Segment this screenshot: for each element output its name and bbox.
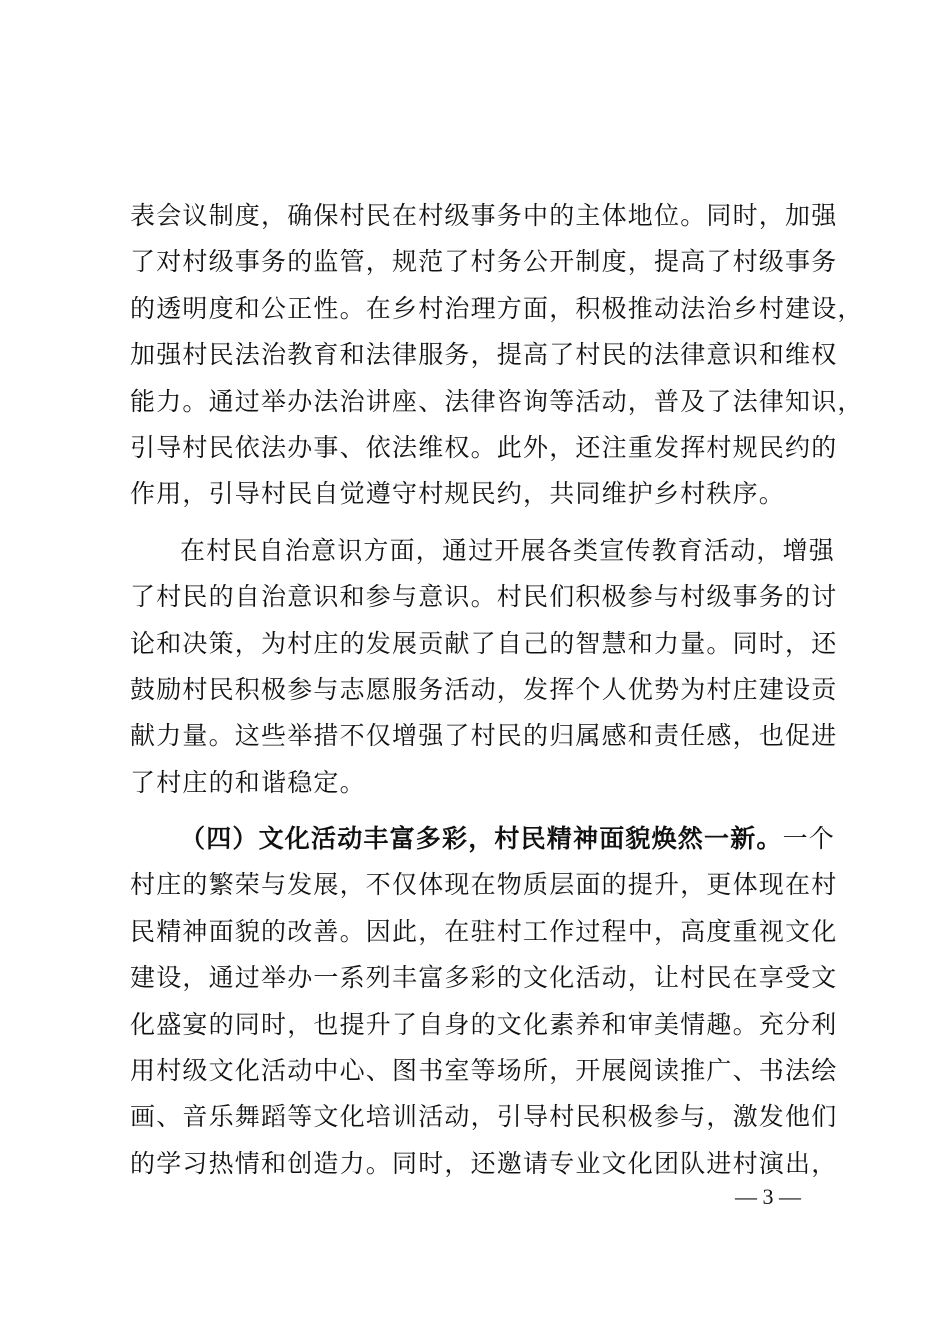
paragraph-2 [130,528,838,806]
text-line [130,816,836,862]
text-line: 用村级文化活动中心、图书室等场所，开展阅读推广、书法绘 [130,1056,838,1086]
text-line: 的透明度和公正性。在乡村治理方面，积极推动法治乡村建设， [130,293,864,323]
page-number: — 3 — [735,1184,801,1209]
text-line: 画、音乐舞蹈等文化培训活动，引导村民积极参与，激发他们 [130,1102,838,1132]
text-line: 民精神面貌的改善。因此，在驻村工作过程中，高度重视文化 [130,916,838,946]
text-line: 论和决策，为村庄的发展贡献了自己的智慧和力量。同时，还 [130,628,838,658]
text-line: 献力量。这些举措不仅增强了村民的归属感和责任感，也促进 [130,721,838,751]
heading-line-rest: 一个 [782,824,836,854]
text-line: 化盛宴的同时，也提升了自身的文化素养和审美情趣。充分利 [130,1009,838,1039]
text-line: 能力。通过举办法治讲座、法律咨询等活动，普及了法律知识， [130,386,864,416]
text-line: 表会议制度，确保村民在村级事务中的主体地位。同时，加强 [130,201,838,230]
text-line: 了村庄的和谐稳定。 [130,767,366,797]
text-line: 的学习热情和创造力。同时，还邀请专业文化团队进村演出， [130,1148,838,1178]
paragraph-1 [130,193,864,518]
section-heading: （四）文化活动丰富多彩，村民精神面貌焕然一新。 [180,824,783,854]
text-line: 了对村级事务的监管，规范了村务公开制度，提高了村级事务 [130,247,838,277]
text-line: 在村民自治意识方面，通过开展各类宣传教育活动，增强 [180,535,836,565]
text-line: 作用，引导村民自觉遵守村规民约，共同维护乡村秩序。 [130,479,786,509]
text-line: 了村民的自治意识和参与意识。村民们积极参与村级事务的讨 [130,582,838,612]
body-text [130,193,864,1187]
text-line: 引导村民依法办事、依法维权。此外，还注重发挥村规民约的 [130,432,838,462]
text-line: 鼓励村民积极参与志愿服务活动，发挥个人优势为村庄建设贡 [130,674,838,704]
text-line: 建设，通过举办一系列丰富多彩的文化活动，让村民在享受文 [130,963,838,993]
paragraph-3 [130,816,838,1187]
text-line: 村庄的繁荣与发展，不仅体现在物质层面的提升，更体现在村 [130,870,838,900]
text-line: 加强村民法治教育和法律服务，提高了村民的法律意识和维权 [130,340,838,370]
